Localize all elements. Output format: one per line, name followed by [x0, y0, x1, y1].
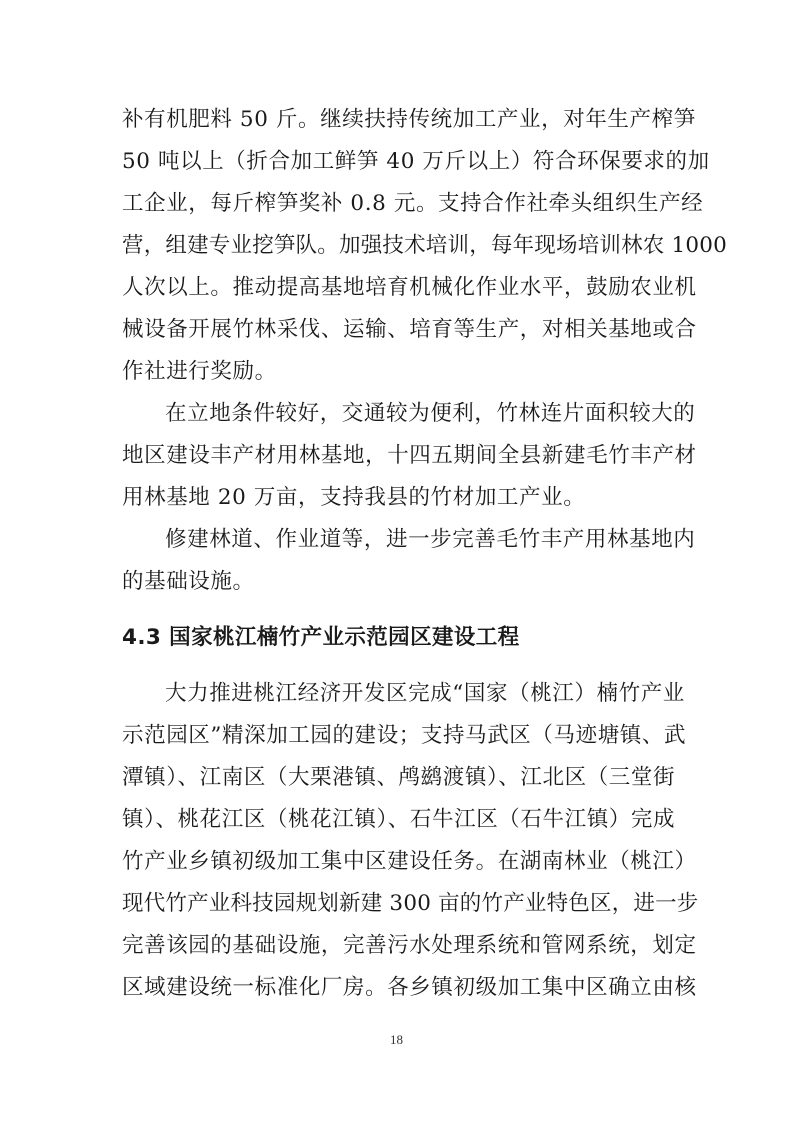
text-line: 作社进行奖励。 [122, 359, 277, 384]
text-line: 示范园区”精深加工园的建设；支持马武区（马迹塘镇、武 [122, 723, 687, 748]
text-line: 大力推进桃江经济开发区完成“国家（桃江）楠竹产业 [165, 681, 685, 706]
text-line: 在立地条件较好，交通较为便利，竹林连片面积较大的 [165, 401, 696, 426]
text-line: 现代竹产业科技园规划新建 300 亩的竹产业特色区，进一步 [122, 891, 699, 916]
text-line: 械设备开展竹林采伐、运输、培育等生产，对相关基地或合 [122, 317, 697, 342]
text-line: 修建林道、作业道等，进一步完善毛竹丰产用林基地内 [165, 527, 696, 552]
page-number: 18 [390, 1032, 403, 1047]
text-line: 用林基地 20 万亩，支持我县的竹材加工产业。 [122, 485, 586, 510]
text-line: 地区建设丰产材用林基地，十四五期间全县新建毛竹丰产材 [122, 443, 697, 468]
section-heading: 4.3 国家桃江楠竹产业示范园区建设工程 [122, 625, 520, 650]
text-line: 人次以上。推动提高基地培育机械化作业水平，鼓励农业机 [122, 275, 697, 300]
text-line: 补有机肥料 50 斤。继续扶持传统加工产业，对年生产榨笋 [122, 107, 696, 132]
text-line: 潭镇）、江南区（大栗港镇、鸬鹚渡镇）、江北区（三堂街 [122, 765, 676, 790]
text-line: 营，组建专业挖笋队。加强技术培训，每年现场培训林农 1000 [122, 233, 728, 258]
text-line: 完善该园的基础设施，完善污水处理系统和管网系统，划定 [122, 933, 697, 958]
text-line: 区域建设统一标准化厂房。各乡镇初级加工集中区确立由核 [122, 975, 697, 1000]
text-line: 镇）、桃花江区（桃花江镇）、石牛江区（石牛江镇）完成 [122, 807, 676, 832]
text-line: 竹产业乡镇初级加工集中区建设任务。在湖南林业（桃江） [122, 849, 697, 874]
text-line: 的基础设施。 [122, 569, 255, 594]
text-line: 50 吨以上（折合加工鲜笋 40 万斤以上）符合环保要求的加 [122, 149, 710, 174]
text-line: 工企业，每斤榨笋奖补 0.8 元。支持合作社牵头组织生产经 [122, 191, 704, 216]
